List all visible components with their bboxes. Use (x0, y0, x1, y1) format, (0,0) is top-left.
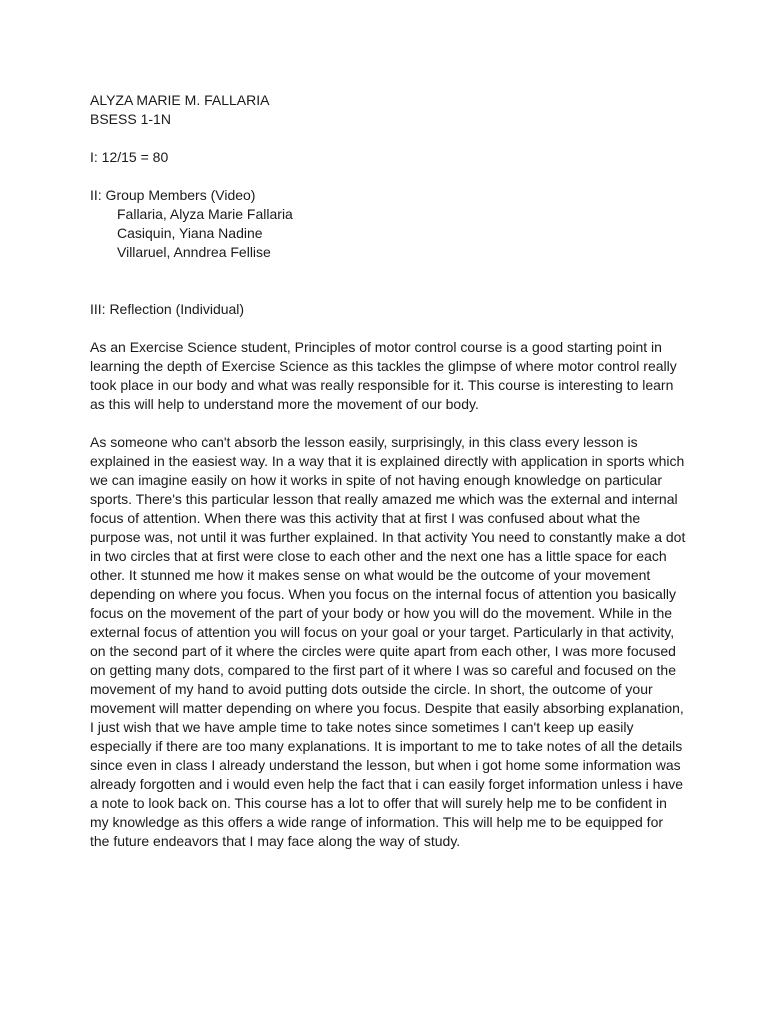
spacer (90, 414, 682, 433)
paragraph-line: as this will help to understand more the movement of our body. (90, 396, 479, 412)
paragraph-line: I just wish that we have ample time to take notes since sometimes I can't keep up easily (90, 719, 634, 735)
paragraph-line: especially if there are too many explanations. It is important to me to take notes of all the details (90, 738, 683, 754)
paragraph-line: learning the depth of Exercise Science as this tackles the glimpse of where motor control really (90, 358, 677, 374)
paragraph-line: movement will matter depending on where you focus. Despite that easily absorbing explanation, (90, 700, 684, 716)
paragraph-line: depending on where you focus. When you focus on the internal focus of attention you basically (90, 586, 677, 602)
spacer (90, 319, 682, 338)
paragraph-line: on getting many dots, compared to the first part of it where I was so careful and focused on the (90, 662, 676, 678)
spacer (90, 281, 682, 300)
paragraph-line: focus of attention. When there was this activity that at first I was confused about what the (90, 510, 641, 526)
student-name: ALYZA MARIE M. FALLARIA (90, 92, 270, 108)
paragraph-line: on the second part of it where the circles were quite apart from each other, I was more focused (90, 643, 676, 659)
part2-heading: II: Group Members (Video) (90, 187, 256, 203)
paragraph-line: other. It stunned me how it makes sense on what would be the outcome of your movement (90, 567, 651, 583)
group-member: Fallaria, Alyza Marie Fallaria (117, 206, 293, 222)
paragraph-line: a note to look back on. This course has a lot to offer that will surely help me to be confident in (90, 795, 667, 811)
paragraph-line: the future endeavors that I may face along the way of study. (90, 833, 461, 849)
part1-score: I: 12/15 = 80 (90, 149, 169, 165)
group-member: Villaruel, Anndrea Fellise (117, 244, 271, 260)
paragraph-line: movement of my hand to avoid putting dots outside the circle. In short, the outcome of your (90, 681, 653, 697)
student-section: BSESS 1-1N (90, 111, 171, 127)
paragraph-line: my knowledge as this offers a wide range of information. This will help me to be equipped for (90, 814, 664, 830)
paragraph-line: As an Exercise Science student, Principles of motor control course is a good starting point in (90, 339, 662, 355)
spacer (90, 129, 682, 148)
group-member: Casiquin, Yiana Nadine (117, 225, 263, 241)
part3-heading: III: Reflection (Individual) (90, 301, 245, 317)
paragraph-line: purpose was, not until it was further explained. In that activity You need to constantly make a dot (90, 529, 686, 545)
spacer (90, 167, 682, 186)
paragraph-line: already forgotten and i would even help the fact that i can easily forget information unless i have (90, 776, 684, 792)
reflection-paragraph-2 (90, 433, 686, 851)
paragraph-line: focus on the movement of the part of your body or how you will do the movement. While in the (90, 605, 673, 621)
paragraph-line: sports. There's this particular lesson that really amazed me which was the external and internal (90, 491, 678, 507)
paragraph-line: took place in our body and what was really responsible for it. This course is interesting to learn (90, 377, 674, 393)
reflection-paragraph-1 (90, 338, 682, 414)
document-page (90, 91, 686, 851)
paragraph-line: As someone who can't absorb the lesson easily, surprisingly, in this class every lesson is (90, 434, 638, 450)
paragraph-line: external focus of attention you will focus on your goal or your target. Particularly in that activity, (90, 624, 675, 640)
spacer (90, 262, 682, 281)
paragraph-line: since even in class I already understand the lesson, but when i got home some information was (90, 757, 681, 773)
paragraph-line: in two circles that at first were close to each other and the next one has a little space for each (90, 548, 667, 564)
paragraph-line: explained in the easiest way. In a way that it is explained directly with application in sports which (90, 453, 685, 469)
paragraph-line: we can imagine easily on how it works in spite of not having enough knowledge on particular (90, 472, 663, 488)
